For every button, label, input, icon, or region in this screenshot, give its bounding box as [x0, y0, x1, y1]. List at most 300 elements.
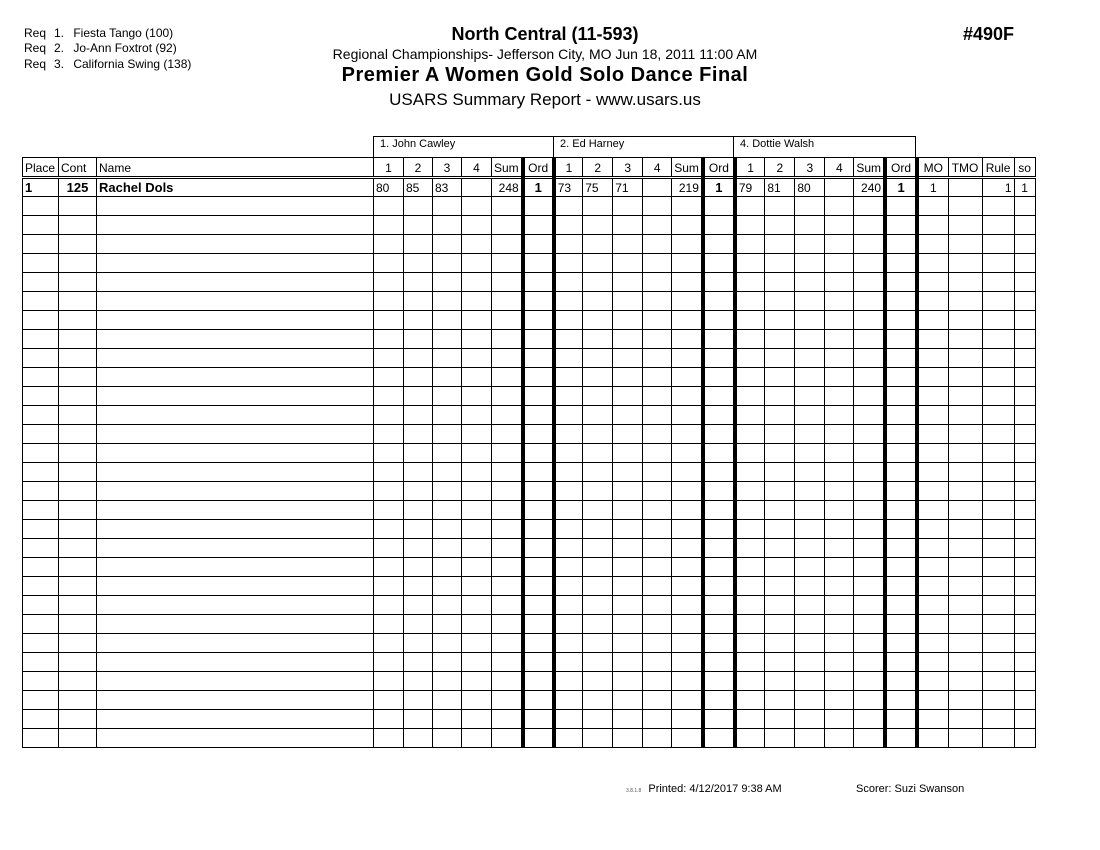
- judge3-score-1: [765, 387, 795, 406]
- judge2-score-1: [583, 501, 613, 520]
- judge2-score-2: [613, 691, 643, 710]
- col-header-judge1-0: 1: [374, 158, 404, 178]
- tmo-cell: [948, 273, 982, 292]
- so-cell: [1014, 273, 1035, 292]
- judge1-score-1: [404, 311, 433, 330]
- judge3-score-0: [735, 463, 765, 482]
- tmo-cell: [948, 729, 982, 748]
- judge2-score-1: [583, 558, 613, 577]
- judge2-score-2: [613, 501, 643, 520]
- judge3-score-1: [765, 596, 795, 615]
- judge1-score-0: [374, 653, 404, 672]
- judge3-score-2: [795, 577, 825, 596]
- tmo-cell: [948, 691, 982, 710]
- col-header-mo: MO: [917, 158, 948, 178]
- judge2-score-2: [613, 710, 643, 729]
- judge3-score-5: [885, 292, 917, 311]
- cont-cell: [59, 672, 97, 691]
- judge1-score-0: [374, 463, 404, 482]
- judge3-score-2: [795, 539, 825, 558]
- judge1-score-1: [404, 539, 433, 558]
- judge2-score-4: [672, 235, 703, 254]
- cont-cell: [59, 368, 97, 387]
- judge3-score-1: [765, 406, 795, 425]
- col-header-judge1-4: Sum: [492, 158, 523, 178]
- judge1-score-5: [523, 425, 554, 444]
- judge2-score-2: [613, 577, 643, 596]
- tmo-cell: [948, 501, 982, 520]
- judge2-score-0: [554, 539, 583, 558]
- judge2-score-4: 219: [672, 178, 703, 197]
- table-row: [23, 615, 1036, 634]
- judge3-score-5: [885, 330, 917, 349]
- judge3-score-3: [825, 273, 854, 292]
- judge1-score-0: [374, 615, 404, 634]
- judge2-score-2: [613, 406, 643, 425]
- judge1-score-4: [492, 729, 523, 748]
- judge2-score-0: [554, 520, 583, 539]
- judge3-score-2: [795, 197, 825, 216]
- judge2-score-4: [672, 330, 703, 349]
- judge1-score-1: [404, 235, 433, 254]
- judge1-score-5: [523, 539, 554, 558]
- judge3-score-1: [765, 273, 795, 292]
- mo-cell: [917, 577, 948, 596]
- judge1-score-0: [374, 634, 404, 653]
- col-header-judge3-3: 4: [825, 158, 854, 178]
- rule-cell: [982, 444, 1014, 463]
- judge3-score-3: [825, 349, 854, 368]
- judge2-score-1: [583, 330, 613, 349]
- so-cell: [1014, 577, 1035, 596]
- so-cell: [1014, 596, 1035, 615]
- judge2-score-5: 1: [703, 178, 735, 197]
- judge2-score-2: [613, 729, 643, 748]
- place-cell: [23, 577, 59, 596]
- tmo-cell: [948, 558, 982, 577]
- place-cell: [23, 729, 59, 748]
- judge2-score-3: [643, 273, 672, 292]
- judge3-score-4: [854, 406, 885, 425]
- judge3-score-1: [765, 672, 795, 691]
- mo-cell: [917, 216, 948, 235]
- judge1-score-3: [462, 463, 492, 482]
- footer-scorer: Scorer: Suzi Swanson: [856, 783, 965, 795]
- judge2-score-1: [583, 273, 613, 292]
- tmo-cell: [948, 672, 982, 691]
- place-cell: [23, 482, 59, 501]
- judge3-score-5: [885, 672, 917, 691]
- judge1-score-3: [462, 330, 492, 349]
- judge3-score-1: [765, 520, 795, 539]
- judge3-score-2: [795, 273, 825, 292]
- tmo-cell: [948, 444, 982, 463]
- judge3-score-0: [735, 292, 765, 311]
- judge3-score-1: [765, 710, 795, 729]
- judge2-score-4: [672, 387, 703, 406]
- mo-cell: [917, 235, 948, 254]
- place-cell: [23, 330, 59, 349]
- judge2-score-3: [643, 292, 672, 311]
- judge3-score-1: [765, 539, 795, 558]
- judge1-score-0: [374, 311, 404, 330]
- table-row: [23, 520, 1036, 539]
- judge3-score-2: [795, 368, 825, 387]
- judge3-score-4: [854, 501, 885, 520]
- judge3-score-0: [735, 577, 765, 596]
- judge3-score-5: [885, 216, 917, 235]
- mo-cell: [917, 710, 948, 729]
- judge3-score-4: 240: [854, 178, 885, 197]
- req-text: Fiesta Tango (100): [73, 26, 174, 40]
- judge2-score-2: [613, 330, 643, 349]
- judge3-score-5: [885, 482, 917, 501]
- judge3-score-4: [854, 292, 885, 311]
- so-cell: [1014, 653, 1035, 672]
- judge3-score-4: [854, 444, 885, 463]
- judge2-score-3: [643, 311, 672, 330]
- judge3-score-4: [854, 273, 885, 292]
- judge1-score-4: [492, 425, 523, 444]
- judge2-score-5: [703, 330, 735, 349]
- so-cell: [1014, 292, 1035, 311]
- table-row: [23, 425, 1036, 444]
- so-cell: [1014, 463, 1035, 482]
- judge1-score-5: [523, 235, 554, 254]
- judge3-score-1: [765, 691, 795, 710]
- col-header-so: so: [1014, 158, 1035, 178]
- judge3-score-1: [765, 634, 795, 653]
- judge1-score-5: [523, 292, 554, 311]
- judge1-score-3: [462, 406, 492, 425]
- judge2-score-5: [703, 672, 735, 691]
- page-title: Premier A Women Gold Solo Dance Final: [341, 64, 749, 86]
- so-cell: [1014, 425, 1035, 444]
- judge3-score-5: [885, 235, 917, 254]
- judge2-score-2: [613, 634, 643, 653]
- judge3-score-5: [885, 406, 917, 425]
- judge1-score-0: [374, 197, 404, 216]
- judge1-score-3: [462, 634, 492, 653]
- judge1-score-2: [433, 197, 462, 216]
- judge1-score-2: [433, 330, 462, 349]
- judge3-score-3: [825, 710, 854, 729]
- judge1-score-4: [492, 482, 523, 501]
- judge3-score-0: [735, 387, 765, 406]
- judge2-score-3: [643, 463, 672, 482]
- judge3-score-3: [825, 558, 854, 577]
- judge2-score-4: [672, 444, 703, 463]
- judge1-score-4: [492, 311, 523, 330]
- mo-cell: [917, 197, 948, 216]
- judge3-score-0: [735, 254, 765, 273]
- so-cell: [1014, 216, 1035, 235]
- col-header-judge2-4: Sum: [672, 158, 703, 178]
- judge1-score-0: [374, 368, 404, 387]
- judge1-score-0: [374, 672, 404, 691]
- judge1-score-5: [523, 254, 554, 273]
- judge2-score-2: [613, 387, 643, 406]
- cont-cell: [59, 444, 97, 463]
- judge2-score-4: [672, 463, 703, 482]
- tmo-cell: [948, 710, 982, 729]
- judge1-score-3: [462, 216, 492, 235]
- judge3-score-0: [735, 311, 765, 330]
- judge1-score-5: [523, 330, 554, 349]
- name-cell: [97, 444, 374, 463]
- judge1-score-1: [404, 520, 433, 539]
- judge2-score-0: [554, 634, 583, 653]
- cont-cell: [59, 653, 97, 672]
- judge3-score-5: [885, 444, 917, 463]
- table-row: [23, 273, 1036, 292]
- judge3-score-0: [735, 330, 765, 349]
- judge2-score-5: [703, 520, 735, 539]
- judge2-score-2: [613, 444, 643, 463]
- judge1-score-2: [433, 653, 462, 672]
- cont-cell: [59, 501, 97, 520]
- judge2-score-4: [672, 634, 703, 653]
- judge3-score-4: [854, 539, 885, 558]
- place-cell: [23, 672, 59, 691]
- judge1-score-2: [433, 539, 462, 558]
- tmo-cell: [948, 539, 982, 558]
- judge1-score-3: [462, 520, 492, 539]
- judge2-score-4: [672, 425, 703, 444]
- judge3-score-3: [825, 634, 854, 653]
- judge3-score-4: [854, 691, 885, 710]
- judge2-score-4: [672, 615, 703, 634]
- col-header-cont: Cont: [59, 158, 97, 178]
- table-row: [23, 596, 1036, 615]
- table-row: [23, 387, 1036, 406]
- mo-cell: [917, 368, 948, 387]
- name-cell: [97, 634, 374, 653]
- judge2-score-4: [672, 273, 703, 292]
- place-cell: [23, 311, 59, 330]
- judge1-score-0: [374, 330, 404, 349]
- mo-cell: [917, 254, 948, 273]
- name-cell: [97, 596, 374, 615]
- req-num: 1.: [54, 26, 65, 40]
- judge2-score-1: [583, 292, 613, 311]
- rule-cell: [982, 691, 1014, 710]
- judge2-score-1: [583, 672, 613, 691]
- cont-cell: [59, 349, 97, 368]
- judge2-score-5: [703, 482, 735, 501]
- judge1-score-1: [404, 615, 433, 634]
- judge1-score-1: [404, 596, 433, 615]
- judge1-score-0: [374, 444, 404, 463]
- judge2-score-3: [643, 387, 672, 406]
- judge3-score-1: [765, 615, 795, 634]
- judge1-score-4: [492, 235, 523, 254]
- judge3-score-4: [854, 349, 885, 368]
- cont-cell: [59, 558, 97, 577]
- col-header-judge1-3: 4: [462, 158, 492, 178]
- place-cell: 1: [23, 178, 59, 197]
- rule-cell: [982, 539, 1014, 558]
- judge3-score-3: [825, 729, 854, 748]
- judge3-score-3: [825, 615, 854, 634]
- so-cell: 1: [1014, 178, 1035, 197]
- judge1-score-2: [433, 425, 462, 444]
- mo-cell: [917, 653, 948, 672]
- cont-cell: [59, 596, 97, 615]
- judge2-score-0: [554, 425, 583, 444]
- judge3-score-4: [854, 653, 885, 672]
- judge2-score-0: [554, 463, 583, 482]
- judge1-score-4: [492, 501, 523, 520]
- judge1-score-3: [462, 691, 492, 710]
- col-header-judge3-1: 2: [765, 158, 795, 178]
- judge2-score-3: [643, 482, 672, 501]
- judge3-score-5: 1: [885, 178, 917, 197]
- place-cell: [23, 406, 59, 425]
- judge1-score-2: [433, 463, 462, 482]
- judge2-score-1: [583, 368, 613, 387]
- judge2-score-0: [554, 349, 583, 368]
- judge3-score-2: [795, 691, 825, 710]
- judge2-score-3: [643, 197, 672, 216]
- rule-cell: [982, 425, 1014, 444]
- judge1-score-2: [433, 216, 462, 235]
- judge2-score-0: [554, 254, 583, 273]
- judge1-score-3: [462, 178, 492, 197]
- judge1-score-2: [433, 273, 462, 292]
- judge1-score-3: [462, 425, 492, 444]
- rule-cell: [982, 273, 1014, 292]
- judge1-score-2: [433, 387, 462, 406]
- judge3-score-5: [885, 539, 917, 558]
- judge3-score-0: [735, 710, 765, 729]
- judge3-score-2: [795, 463, 825, 482]
- mo-cell: [917, 691, 948, 710]
- judge3-score-2: [795, 216, 825, 235]
- judge1-score-5: [523, 482, 554, 501]
- judge1-score-2: [433, 672, 462, 691]
- so-cell: [1014, 444, 1035, 463]
- judge3-score-1: [765, 197, 795, 216]
- judge3-score-2: [795, 406, 825, 425]
- so-cell: [1014, 349, 1035, 368]
- judge2-score-3: [643, 710, 672, 729]
- judge3-score-0: [735, 482, 765, 501]
- judge3-score-4: [854, 197, 885, 216]
- judge2-score-1: [583, 577, 613, 596]
- judge1-score-0: [374, 235, 404, 254]
- table-row: [23, 558, 1036, 577]
- judge1-score-4: [492, 463, 523, 482]
- judge1-score-5: [523, 501, 554, 520]
- judge3-score-0: [735, 539, 765, 558]
- rule-cell: [982, 653, 1014, 672]
- judge1-score-4: [492, 615, 523, 634]
- judge2-score-0: [554, 292, 583, 311]
- rule-cell: [982, 292, 1014, 311]
- judge2-score-5: [703, 292, 735, 311]
- judge3-score-2: [795, 387, 825, 406]
- judge1-score-3: [462, 729, 492, 748]
- table-row: [23, 729, 1036, 748]
- rule-cell: [982, 710, 1014, 729]
- judge1-score-0: [374, 387, 404, 406]
- so-cell: [1014, 615, 1035, 634]
- judge3-score-0: [735, 520, 765, 539]
- req-text: Jo-Ann Foxtrot (92): [73, 41, 177, 55]
- judge2-score-5: [703, 653, 735, 672]
- so-cell: [1014, 254, 1035, 273]
- judge2-score-3: [643, 235, 672, 254]
- judge2-score-2: [613, 349, 643, 368]
- name-cell: [97, 482, 374, 501]
- judge1-score-5: [523, 368, 554, 387]
- version-label: 3.8.1.8: [626, 788, 642, 794]
- judge1-score-2: [433, 482, 462, 501]
- col-header-judge1-1: 2: [404, 158, 433, 178]
- judge2-score-4: [672, 653, 703, 672]
- judge3-score-2: [795, 311, 825, 330]
- tmo-cell: [948, 577, 982, 596]
- table-row: [23, 710, 1036, 729]
- table-row: [23, 197, 1036, 216]
- judge3-score-1: 81: [765, 178, 795, 197]
- judge2-score-3: [643, 729, 672, 748]
- tmo-cell: [948, 311, 982, 330]
- place-cell: [23, 254, 59, 273]
- name-cell: [97, 368, 374, 387]
- judge1-score-1: [404, 501, 433, 520]
- judge1-score-2: [433, 596, 462, 615]
- table-row: [23, 330, 1036, 349]
- judge1-score-1: [404, 292, 433, 311]
- judge3-score-3: [825, 672, 854, 691]
- so-cell: [1014, 691, 1035, 710]
- judge2-score-1: [583, 349, 613, 368]
- name-cell: [97, 558, 374, 577]
- judge2-score-0: [554, 387, 583, 406]
- place-cell: [23, 292, 59, 311]
- judge1-score-3: [462, 349, 492, 368]
- rule-cell: [982, 197, 1014, 216]
- judge2-score-2: [613, 615, 643, 634]
- printed-date: Printed: 4/12/2017 9:38 AM: [648, 783, 782, 795]
- table-row: [23, 216, 1036, 235]
- judge3-score-0: [735, 691, 765, 710]
- tmo-cell: [948, 653, 982, 672]
- judge3-score-3: [825, 520, 854, 539]
- judge1-score-4: [492, 691, 523, 710]
- judge1-score-3: [462, 387, 492, 406]
- name-cell: [97, 235, 374, 254]
- judge2-score-3: [643, 444, 672, 463]
- judge3-score-4: [854, 387, 885, 406]
- rule-cell: [982, 501, 1014, 520]
- judge1-score-3: [462, 577, 492, 596]
- col-header-judge2-1: 2: [583, 158, 613, 178]
- judge1-score-4: [492, 292, 523, 311]
- judge3-score-3: [825, 292, 854, 311]
- judge3-score-2: [795, 729, 825, 748]
- judge3-score-1: [765, 577, 795, 596]
- so-cell: [1014, 387, 1035, 406]
- judge2-score-3: [643, 653, 672, 672]
- so-cell: [1014, 235, 1035, 254]
- judge3-score-4: [854, 729, 885, 748]
- judge1-score-0: [374, 691, 404, 710]
- judge2-score-1: 75: [583, 178, 613, 197]
- rule-cell: 1: [982, 178, 1014, 197]
